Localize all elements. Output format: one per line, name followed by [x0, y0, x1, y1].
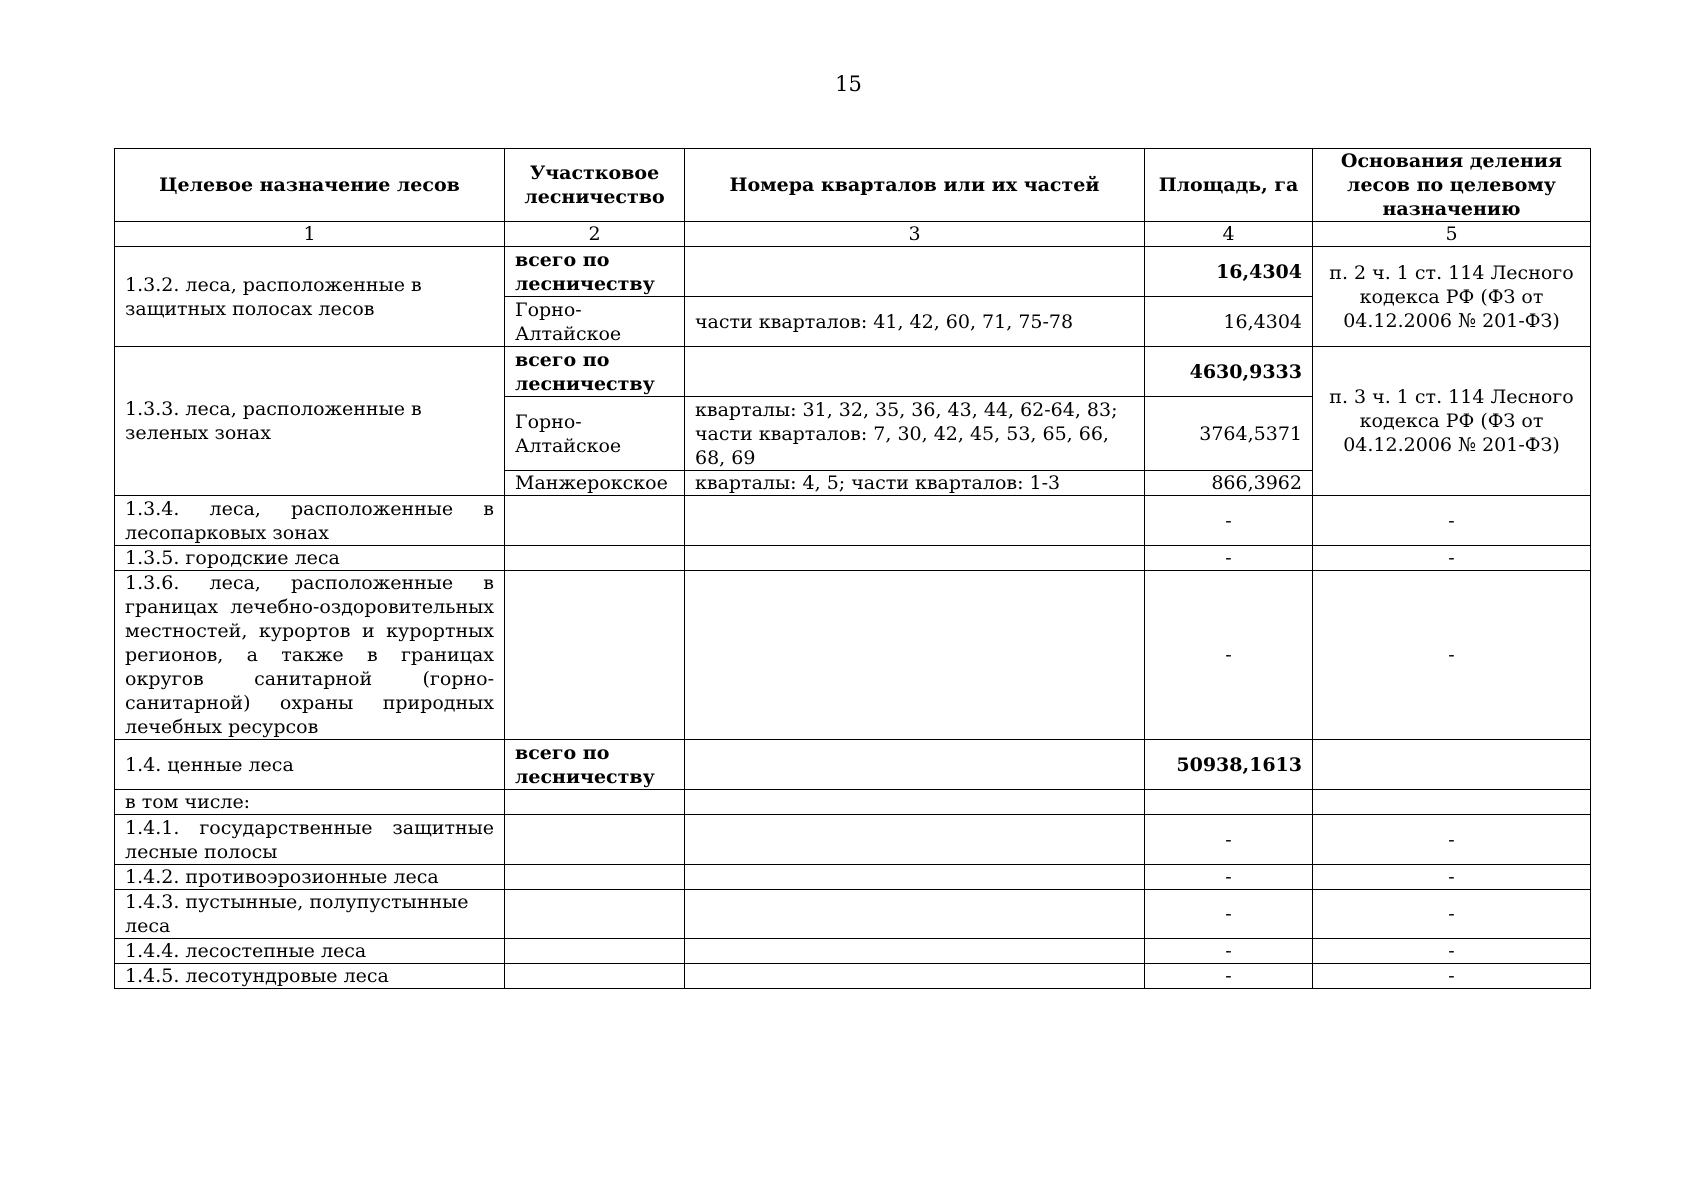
basis-cell: -	[1313, 815, 1591, 865]
table-row	[115, 890, 1591, 939]
quarters-cell	[685, 496, 1145, 546]
table-row	[115, 347, 1591, 397]
district-cell	[505, 890, 685, 939]
area-cell: 16,4304	[1145, 297, 1313, 347]
table-row	[115, 496, 1591, 546]
table-row	[115, 964, 1591, 989]
column-number: 4	[1145, 222, 1313, 247]
table-row	[115, 790, 1591, 815]
area-cell: 866,3962	[1145, 471, 1313, 496]
purpose-cell: 1.3.4. леса, расположенные в лесопарковых зонах	[115, 496, 505, 546]
purpose-cell: 1.4.4. лесостепные леса	[115, 939, 505, 964]
quarters-cell	[685, 890, 1145, 939]
basis-cell	[1313, 790, 1591, 815]
quarters-cell: части кварталов: 41, 42, 60, 71, 75-78	[685, 297, 1145, 347]
area-cell	[1145, 790, 1313, 815]
quarters-cell	[685, 546, 1145, 571]
district-total-label: всего по лесничеству	[505, 347, 685, 397]
quarters-cell: кварталы: 31, 32, 35, 36, 43, 44, 62-64, 83; части кварталов: 7, 30, 42, 45, 53, 65, 66, 68, 69	[685, 397, 1145, 471]
column-number-row	[115, 222, 1591, 247]
area-cell: -	[1145, 815, 1313, 865]
purpose-cell: 1.4. ценные леса	[115, 740, 505, 790]
area-cell: 3764,5371	[1145, 397, 1313, 471]
area-cell: -	[1145, 865, 1313, 890]
area-total: 16,4304	[1145, 247, 1313, 297]
header-quarters: Номера кварталов или их частей	[685, 149, 1145, 222]
quarters-cell	[685, 815, 1145, 865]
district-total-label: всего по лесничеству	[505, 740, 685, 790]
table-row	[115, 247, 1591, 297]
purpose-cell: 1.3.2. леса, расположенные в защитных полосах лесов	[115, 247, 505, 347]
district-cell	[505, 546, 685, 571]
column-number: 2	[505, 222, 685, 247]
purpose-cell: 1.3.6. леса, расположенные в границах лечебно-оздоровительных местностей, курортов и курортных регионов, а также в границах округов санитарной (горно-санитарной) охраны природных лечебных ресурсов	[115, 571, 505, 740]
basis-cell: -	[1313, 890, 1591, 939]
column-number: 3	[685, 222, 1145, 247]
area-cell: -	[1145, 571, 1313, 740]
area-cell: -	[1145, 964, 1313, 989]
table-header-row	[115, 149, 1591, 222]
page-number: 15	[835, 72, 862, 96]
district-cell: Горно-Алтайское	[505, 397, 685, 471]
basis-cell: п. 2 ч. 1 ст. 114 Лесного кодекса РФ (ФЗ от 04.12.2006 № 201-ФЗ)	[1313, 247, 1591, 347]
basis-cell: п. 3 ч. 1 ст. 114 Лесного кодекса РФ (ФЗ от 04.12.2006 № 201-ФЗ)	[1313, 347, 1591, 496]
quarters-cell: кварталы: 4, 5; части кварталов: 1-3	[685, 471, 1145, 496]
purpose-cell: 1.4.2. противоэрозионные леса	[115, 865, 505, 890]
header-purpose: Целевое назначение лесов	[115, 149, 505, 222]
district-cell	[505, 496, 685, 546]
purpose-cell: 1.3.5. городские леса	[115, 546, 505, 571]
column-number: 1	[115, 222, 505, 247]
area-cell: -	[1145, 890, 1313, 939]
quarters-cell	[685, 865, 1145, 890]
header-district: Участковое лесничество	[505, 149, 685, 222]
district-cell	[505, 939, 685, 964]
column-number: 5	[1313, 222, 1591, 247]
district-cell	[505, 815, 685, 865]
area-cell: -	[1145, 496, 1313, 546]
basis-cell: -	[1313, 865, 1591, 890]
quarters-cell	[685, 790, 1145, 815]
purpose-cell: в том числе:	[115, 790, 505, 815]
basis-cell: -	[1313, 496, 1591, 546]
forest-purpose-table	[114, 148, 1591, 989]
basis-cell: -	[1313, 546, 1591, 571]
purpose-cell: 1.4.5. лесотундровые леса	[115, 964, 505, 989]
header-area: Площадь, га	[1145, 149, 1313, 222]
basis-cell: -	[1313, 964, 1591, 989]
quarters-cell	[685, 939, 1145, 964]
table-row	[115, 546, 1591, 571]
basis-cell: -	[1313, 571, 1591, 740]
table-row	[115, 740, 1591, 790]
district-cell	[505, 571, 685, 740]
area-cell: -	[1145, 546, 1313, 571]
district-cell	[505, 865, 685, 890]
basis-cell: -	[1313, 939, 1591, 964]
district-cell: Манжерокское	[505, 471, 685, 496]
area-total: 4630,9333	[1145, 347, 1313, 397]
district-cell: Горно-Алтайское	[505, 297, 685, 347]
table-row	[115, 865, 1591, 890]
table-row	[115, 571, 1591, 740]
header-basis: Основания деления лесов по целевому назначению	[1313, 149, 1591, 222]
basis-cell	[1313, 740, 1591, 790]
quarters-cell	[685, 740, 1145, 790]
quarters-cell	[685, 964, 1145, 989]
purpose-cell: 1.3.3. леса, расположенные в зеленых зонах	[115, 347, 505, 496]
district-cell	[505, 790, 685, 815]
district-cell	[505, 964, 685, 989]
quarters-cell	[685, 571, 1145, 740]
table-row	[115, 815, 1591, 865]
area-total: 50938,1613	[1145, 740, 1313, 790]
purpose-cell: 1.4.1. государственные защитные лесные полосы	[115, 815, 505, 865]
table-row	[115, 939, 1591, 964]
district-total-label: всего по лесничеству	[505, 247, 685, 297]
quarters-cell	[685, 347, 1145, 397]
area-cell: -	[1145, 939, 1313, 964]
quarters-cell	[685, 247, 1145, 297]
purpose-cell: 1.4.3. пустынные, полупустынные леса	[115, 890, 505, 939]
